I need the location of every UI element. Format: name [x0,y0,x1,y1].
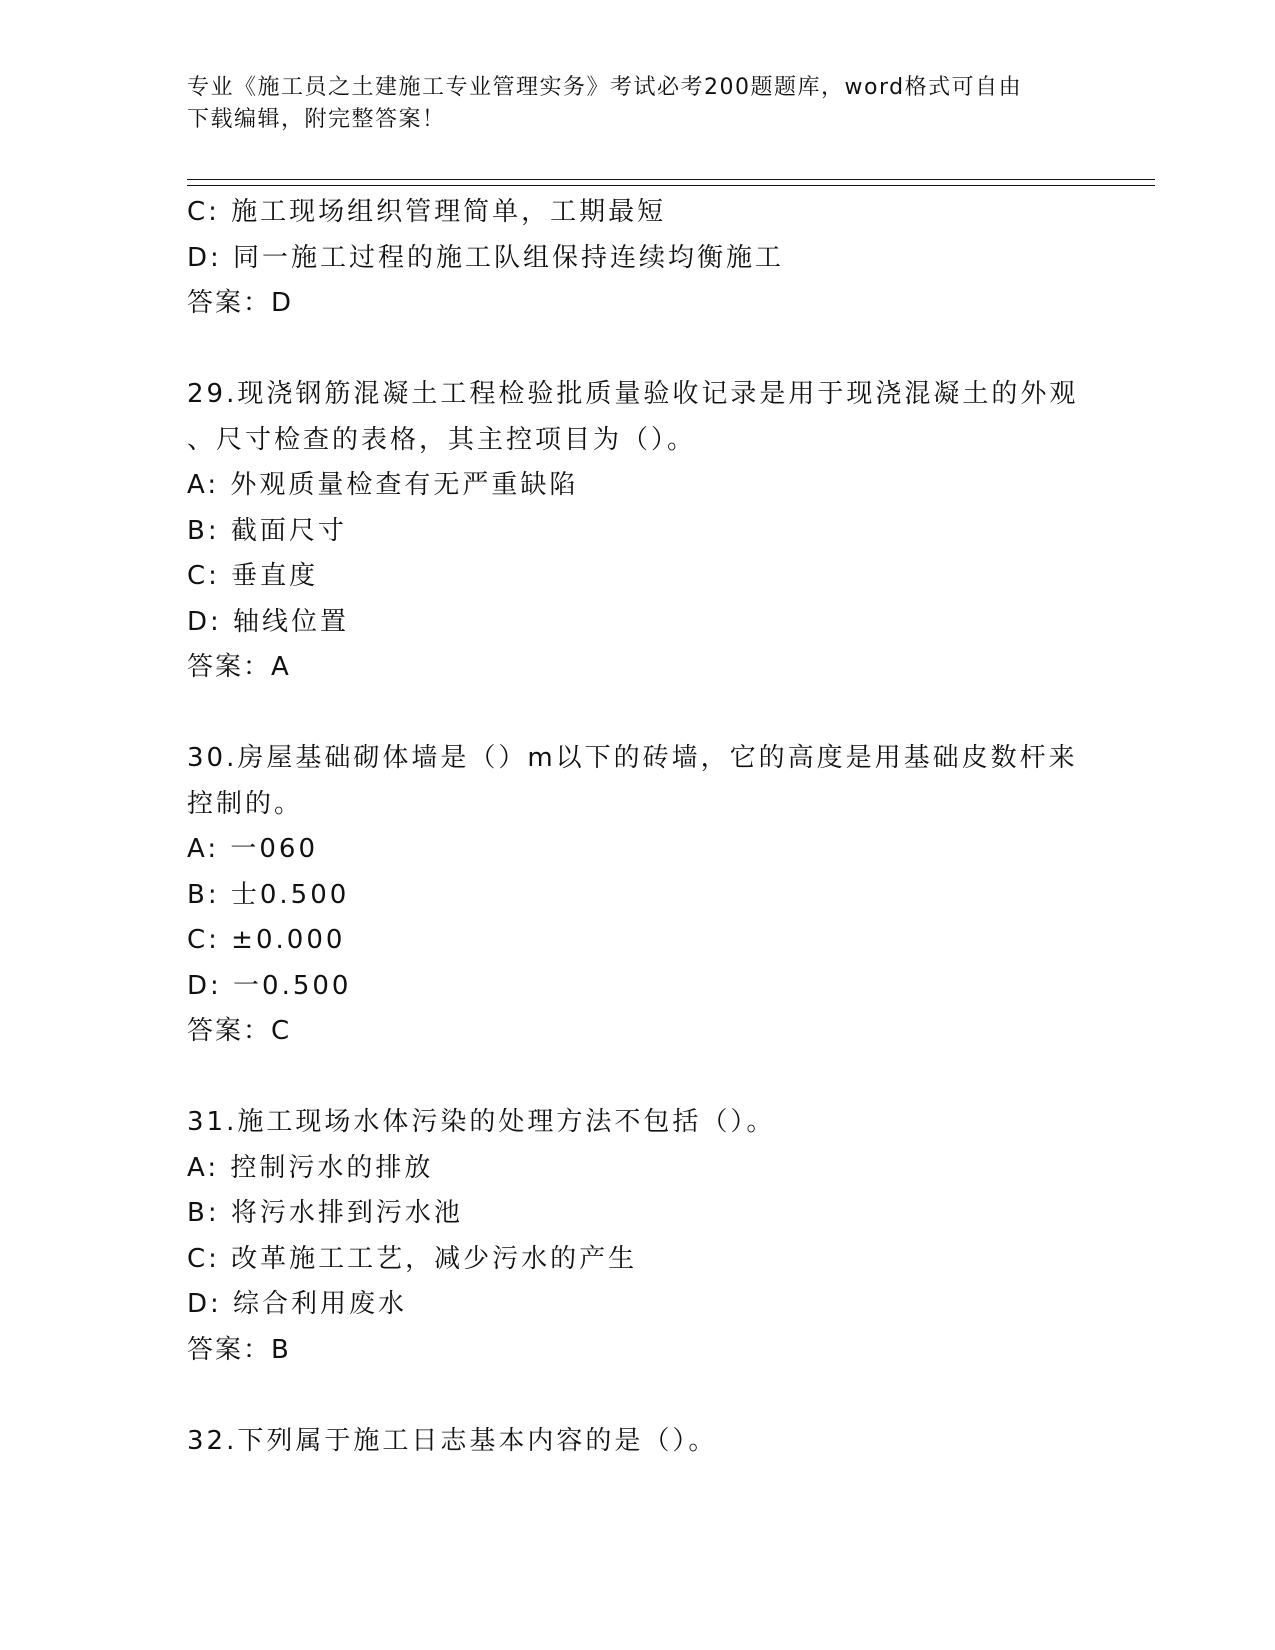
question-29 [187,372,1107,691]
option-c: C: ±0.000 [187,925,346,955]
option-c: C: 施工现场组织管理简单，工期最短 [187,197,667,227]
question-stem: 32.下列属于施工日志基本内容的是（）。 [187,1425,718,1456]
continued-question [187,190,1107,327]
option-b: B: 截面尺寸 [187,515,347,546]
question-stem: 29.现浇钢筋混凝土工程检验批质量验收记录是用于现浇混凝土的外观 [187,379,1079,409]
question-stem: 31.施工现场水体污染的处理方法不包括（）。 [187,1107,776,1137]
question-30 [187,736,1107,1055]
spacer [187,1373,1107,1419]
question-stem: 30.房屋基础砌体墙是（）m以下的砖墙，它的高度是用基础皮数杆来 [187,743,1078,773]
question-stem: 控制的。 [187,788,304,819]
option-a: A: 外观质量检查有无严重缺陷 [187,470,579,500]
answer: 答案：A [187,652,291,682]
option-a: A: 控制污水的排放 [187,1152,434,1183]
option-d: D: 综合利用废水 [187,1289,408,1319]
question-31 [187,1100,1107,1373]
option-c: C: 改革施工工艺，减少污水的产生 [187,1243,638,1274]
option-a: A: 一060 [187,834,318,864]
option-d: D: 同一施工过程的施工队组保持连续均衡施工 [187,242,785,273]
answer: 答案：C [187,1016,292,1046]
spacer [187,1055,1107,1101]
spacer [187,327,1107,373]
spacer [187,691,1107,737]
header-line-1: 专业《施工员之土建施工专业管理实务》考试必考200题题库，word格式可自由 [187,75,1023,100]
answer: 答案：B [187,1334,291,1365]
header-divider-top [187,179,1155,180]
option-d: D: 轴线位置 [187,606,350,637]
question-32 [187,1419,1107,1465]
document-header [187,72,1087,136]
question-stem: 、尺寸检查的表格，其主控项目为（）。 [187,424,697,455]
header-line-2: 下载编辑，附完整答案！ [187,107,446,132]
option-d: D: 一0.500 [187,970,352,1001]
option-c: C: 垂直度 [187,561,319,591]
question-list [187,190,1107,1464]
option-b: B: 将污水排到污水池 [187,1198,463,1228]
option-b: B: 士0.500 [187,879,350,910]
header-divider-bottom [187,185,1155,186]
answer: 答案：D [187,288,294,318]
